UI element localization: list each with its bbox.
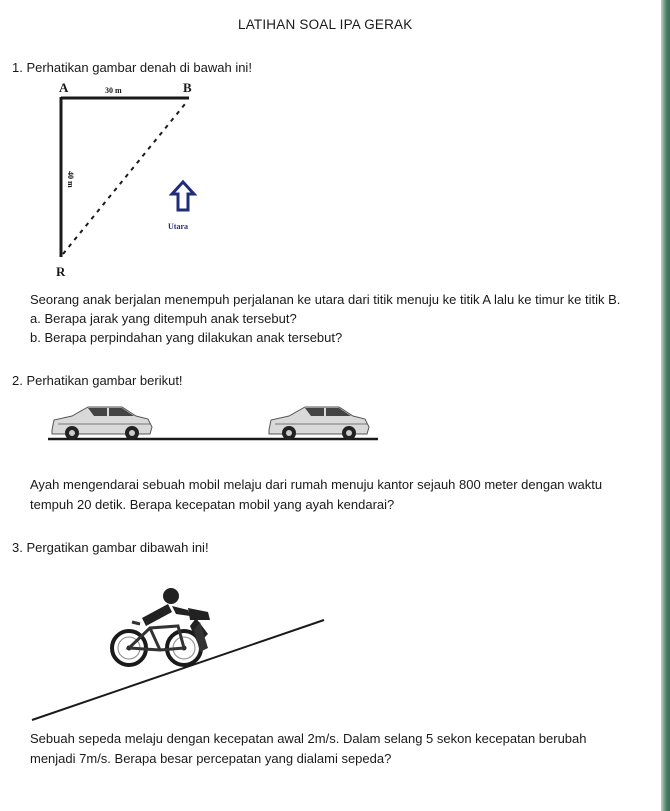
- question-1-prompt: 1. Perhatikan gambar denah di bawah ini!: [12, 60, 252, 75]
- point-r-label: R: [56, 264, 66, 279]
- question-1a: a. Berapa jarak yang ditempuh anak tersebut?: [30, 311, 297, 326]
- distance-ab-label: 30 m: [105, 86, 122, 95]
- cyclist-icon: [112, 588, 210, 665]
- question-1b: b. Berapa perpindahan yang dilakukan anak tersebut?: [30, 330, 343, 345]
- north-label: Utara: [168, 222, 188, 231]
- question-2-text-line-2: tempuh 20 detik. Berapa kecepatan mobil yang ayah kendarai?: [30, 497, 395, 512]
- cars-illustration: [40, 398, 380, 448]
- slope-line: [32, 620, 324, 720]
- route-diagram: [45, 78, 225, 283]
- question-1-text: Seorang anak berjalan menempuh perjalanan ke utara dari titik menuju ke titik A lalu ke timur ke titik B.: [30, 292, 621, 307]
- point-b-label: B: [183, 80, 192, 95]
- question-3-text-line-2: menjadi 7m/s. Berapa besar percepatan yang dialami sepeda?: [30, 751, 392, 766]
- cyclist-illustration: [30, 582, 330, 722]
- car-icon: [52, 407, 152, 440]
- displacement-r-to-b: [63, 104, 185, 254]
- question-2-text-line-1: Ayah mengendarai sebuah mobil melaju dari rumah menuju kantor sejauh 800 meter dengan waktu: [30, 477, 603, 492]
- page-title: LATIHAN SOAL IPA GERAK: [238, 17, 413, 32]
- page-edge: [661, 0, 670, 811]
- question-3-text-line-1: Sebuah sepeda melaju dengan kecepatan awal 2m/s. Dalam selang 5 sekon kecepatan berubah: [30, 731, 587, 746]
- question-2-prompt: 2. Perhatikan gambar berikut!: [12, 373, 183, 388]
- north-arrow-icon: [172, 182, 194, 210]
- point-a-label: A: [59, 80, 69, 95]
- car-icon: [269, 407, 369, 440]
- question-3-prompt: 3. Pergatikan gambar dibawah ini!: [12, 540, 209, 555]
- distance-ar-label: 40 m: [66, 171, 75, 188]
